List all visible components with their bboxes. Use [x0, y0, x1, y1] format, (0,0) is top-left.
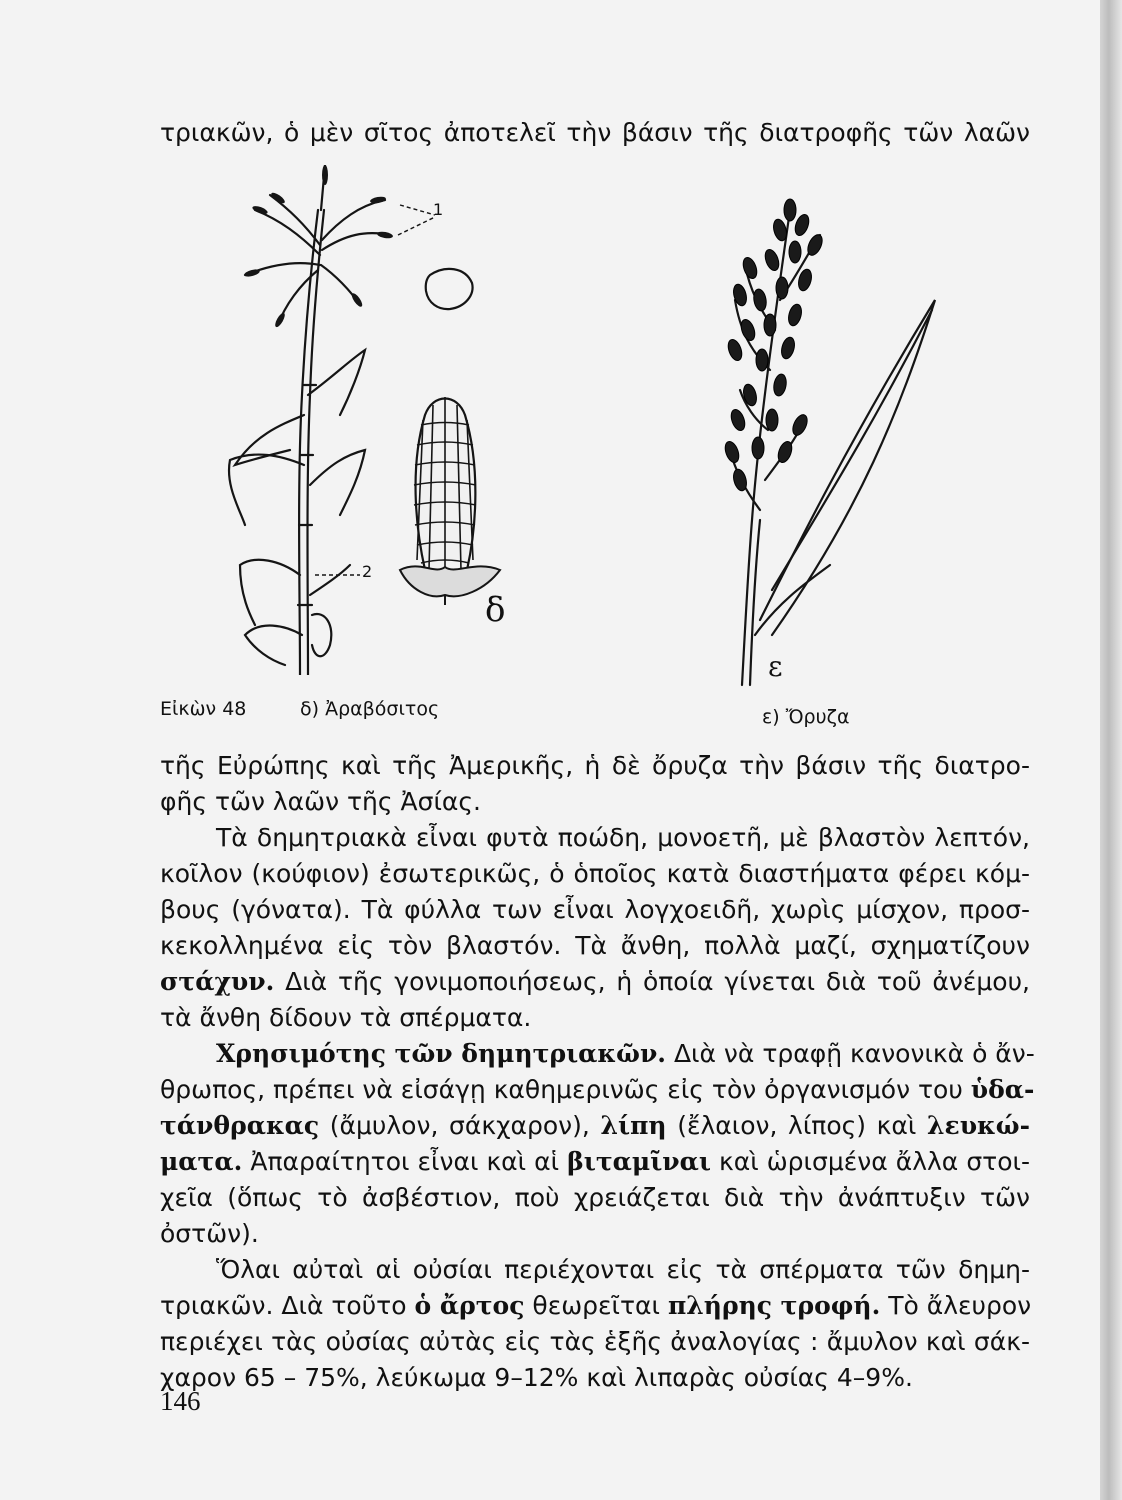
text-run: θεωρεῖται — [524, 1291, 668, 1320]
text-line: χεῖα (ὅπως τὸ ἀσβέστιον, ποὺ χρειάζεται διὰ τὴν ἀνάπτυξιν τῶν — [160, 1183, 1030, 1212]
text-line-top: τριακῶν, ὁ μὲν σῖτος ἀποτελεῖ τὴν βάσιν τῆς διατροφῆς τῶν λαῶν — [160, 118, 1030, 147]
text-line: ὀστῶν). — [160, 1219, 259, 1248]
text-line — [160, 1036, 1035, 1072]
bold-term: ὁ ἄρτος — [414, 1291, 525, 1320]
maize-caption: δ) Ἀραβόσιτος — [300, 698, 440, 720]
bold-term: βιταμῖναι — [567, 1147, 711, 1176]
text-line: περιέχει τὰς οὐσίας αὐτὰς εἰς τὰς ἑξῆς ἀναλογίας : ἄμυλον καὶ σάκ- — [160, 1327, 1030, 1356]
text-line: τῆς Εὐρώπης καὶ τῆς Ἀμερικῆς, ἡ δὲ ὄρυζα τὴν βάσιν τῆς διατρο- — [160, 751, 1030, 780]
text-run: Τὸ ἄλευρον — [880, 1291, 1032, 1320]
corn-kernel-illustration — [420, 265, 480, 315]
text-run: καὶ ὡρισμένα ἄλλα στοι- — [710, 1147, 1030, 1176]
bold-term: τάνθρακας — [160, 1111, 320, 1140]
text-line — [160, 1288, 1030, 1324]
text-line: κεκολλημένα εἰς τὸν βλαστόν. Τὰ ἄνθη, πολλὰ μαζί, σχηματίζουν — [160, 931, 1030, 960]
text-run: τριακῶν. Διὰ τοῦτο — [160, 1291, 415, 1320]
corn-cob-illustration — [395, 385, 505, 605]
text-line: φῆς τῶν λαῶν τῆς Ἀσίας. — [160, 787, 481, 816]
bold-term: ὑδα- — [970, 1075, 1035, 1104]
text-run: Διὰ νὰ τραφῇ κανονικὰ ὁ ἄν- — [666, 1039, 1035, 1068]
figure-number-caption: Εἰκὼν 48 — [160, 698, 247, 720]
page-number: 146 — [160, 1386, 201, 1416]
text-line — [160, 1108, 1030, 1144]
text-run: (ἄμυλον, σάκχαρον), — [319, 1111, 601, 1140]
bold-term: στάχυν. — [160, 967, 275, 996]
bold-term: λίπη — [600, 1111, 667, 1140]
text-run: θρωπος, πρέπει νὰ εἰσάγῃ καθημερινῶς εἰς τὸν ὀργανισμόν του — [160, 1075, 971, 1104]
text-line: κοῖλον (κούφιον) ἐσωτερικῶς, ὁ ὁποῖος κατὰ διαστήματα φέρει κόμ- — [160, 859, 1030, 888]
section-heading: Χρησιμότης τῶν δημητριακῶν. — [216, 1039, 666, 1068]
text-run: (ἔλαιον, λίπος) καὶ — [666, 1111, 927, 1140]
bold-term: πλήρης τροφή. — [667, 1291, 881, 1320]
text-line: χαρον 65 – 75%, λεύκωμα 9–12% καὶ λιπαρὰς οὐσίας 4–9%. — [160, 1363, 913, 1392]
text-line — [160, 964, 1030, 1000]
text-line — [160, 1144, 1030, 1180]
text-line: Ὅλαι αὐταὶ αἱ οὐσίαι περιέχονται εἰς τὰ σπέρματα τῶν δημη- — [216, 1255, 1030, 1284]
callout-1: 1 — [433, 200, 444, 219]
text-line: βους (γόνατα). Τὰ φύλλα των εἶναι λογχοειδῆ, χωρὶς μίσχον, προσ- — [160, 895, 1030, 924]
rice-plant-illustration — [710, 190, 960, 690]
text-run: Ἀπαραίτητοι εἶναι καὶ αἱ — [242, 1147, 568, 1176]
rice-letter: ε — [768, 650, 783, 683]
text-line — [160, 1072, 1035, 1108]
page-edge — [1100, 0, 1122, 1500]
text-line: τὰ ἄνθη δίδουν τὰ σπέρματα. — [160, 1003, 532, 1032]
maize-letter: δ — [485, 590, 506, 630]
bold-term: λευκώ- — [926, 1111, 1030, 1140]
bold-term: ματα. — [160, 1147, 243, 1176]
rice-caption: ε) Ὄρυζα — [762, 706, 850, 728]
text-run: Διὰ τῆς γονιμοποιήσεως, ἡ ὁποία γίνεται διὰ τοῦ ἀνέμου, — [274, 967, 1030, 996]
text-line: Τὰ δημητριακὰ εἶναι φυτὰ ποώδη, μονοετῆ, μὲ βλαστὸν λεπτόν, — [216, 823, 1030, 852]
callout-2: 2 — [362, 562, 373, 581]
